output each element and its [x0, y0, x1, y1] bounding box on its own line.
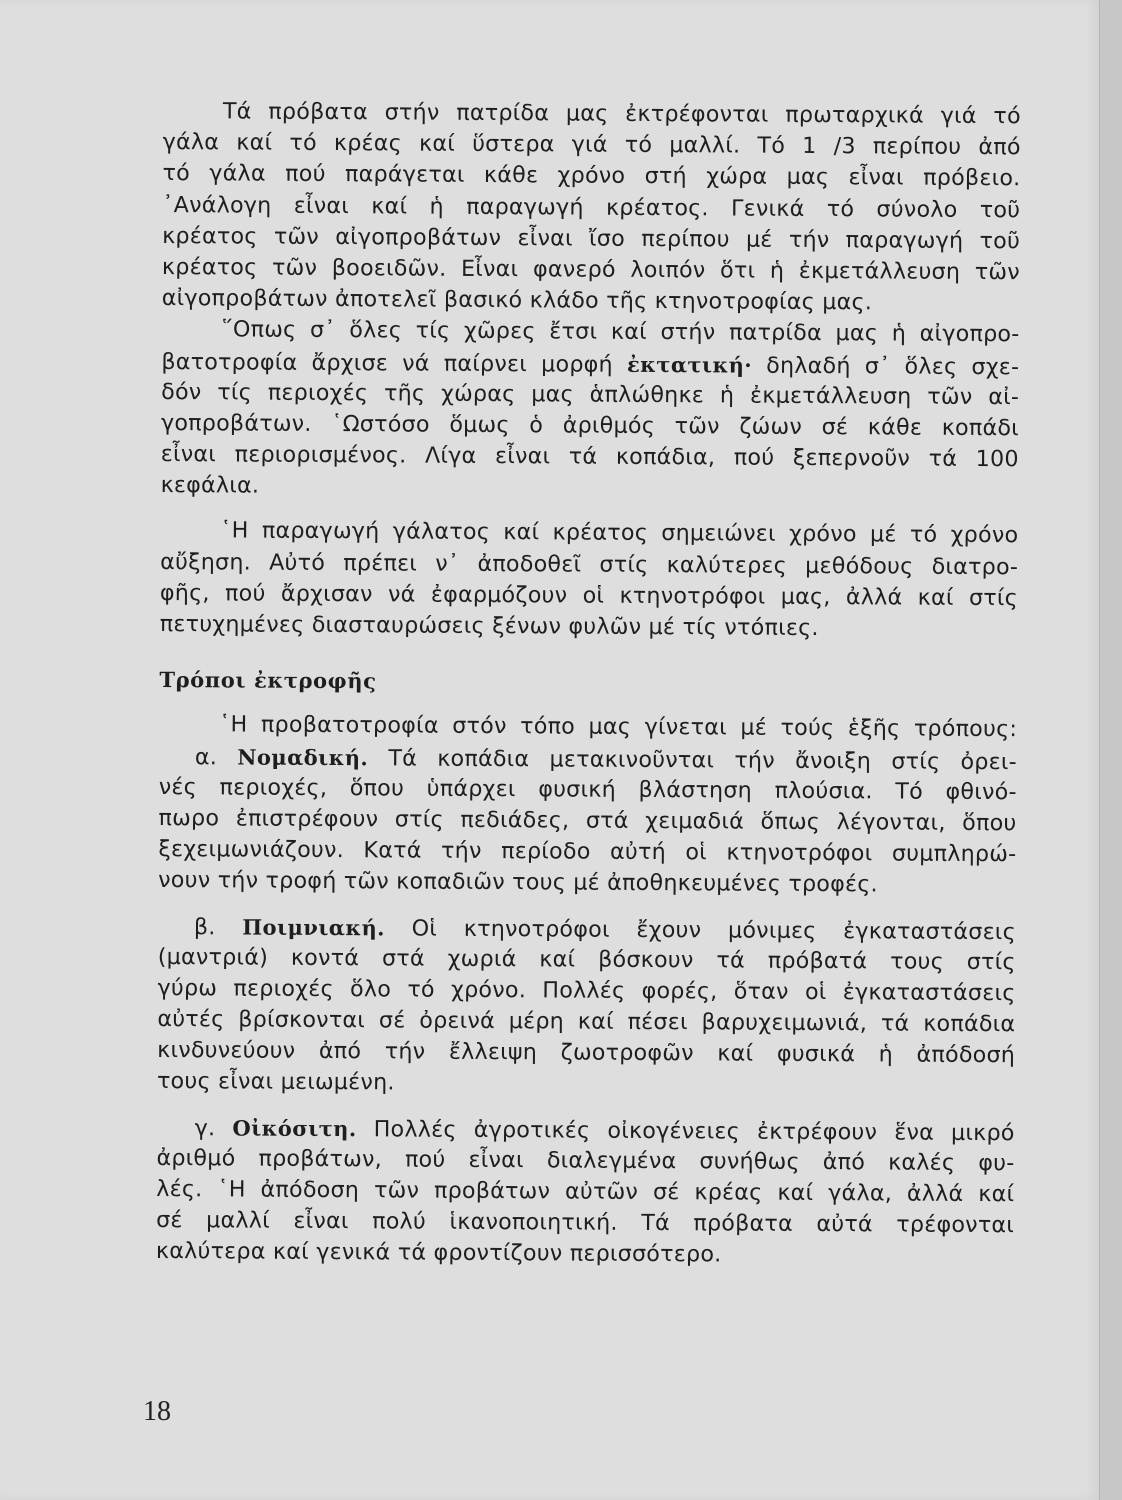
text-line: τό γάλα πού παράγεται κάθε χρόνο στή χώρα μας εἶναι πρόβειο. [162, 160, 1021, 192]
paragraph-3 [160, 515, 1019, 645]
item-term: Οἰκόσιτη. [232, 1115, 357, 1141]
paragraph-1 [162, 96, 1021, 320]
page-edge [1099, 0, 1122, 1500]
item-domestic [156, 1112, 1015, 1273]
text-line: κρέατος τῶν αἰγοπροβάτων εἶναι ἴσο περίπου μέ τήν παραγωγή τοῦ [162, 222, 1021, 254]
text-line: φῆς, πού ἄρχισαν νά ἐφαρμόζουν οἱ κτηνοτρόφοι μας, ἀλλά καί στίς [159, 579, 1019, 612]
item-term: Νομαδική. [237, 744, 369, 770]
section-heading: Τρόποι ἐκτροφῆς [159, 667, 377, 694]
text-line: ῞Οπως σ᾿ ὅλες τίς χῶρες ἔτσι καί στήν πατρίδα μας ἡ αἰγοπρο- [221, 316, 1020, 348]
text-line: λές. ῾Η ἀπόδοση τῶν προβάτων αὐτῶν σέ κρέας καί γάλα, ἀλλά καί [156, 1175, 1015, 1208]
item-first-line [159, 741, 1017, 777]
item-term: Ποιμνιακή. [242, 914, 386, 940]
item-letter: β. [193, 913, 216, 940]
text-line: καλύτερα καί γενικά τά φροντίζουν περισσότερο. [155, 1238, 722, 1268]
text-line: πωρο ἐπιστρέφουν στίς πεδιάδες, στά χειμαδιά ὅπως λέγονται, ὅπου [158, 804, 1017, 837]
text-line: εἶναι περιορισμένος. Λίγα εἶναι τά κοπάδια, πού ξεπερνοῦν τά 100 [160, 441, 1019, 473]
text-line: τους εἶναι μειωμένη. [156, 1068, 395, 1096]
item-first-line [158, 910, 1016, 946]
text-line: κρέατος τῶν βοοειδῶν. Εἶναι φανερό λοιπόν ὅτι ἡ ἐκμετάλλευση τῶν [161, 253, 1021, 286]
text-line: πετυχημένες διασταυρώσεις ξένων φυλῶν μέ τίς ντόπιες. [159, 610, 819, 642]
section-intro: ῾Η προβατοτροφία στόν τόπο μας γίνεται μέ τούς ἑξῆς τρόπους: [219, 711, 1018, 743]
text-line: αὐτές βρίσκονται σέ ὀρεινά μέρη καί πέσει βαρυχειμωνιά, τά κοπάδια [157, 1006, 1016, 1038]
text-line: γοπροβάτων. ῾Ωστόσο ὅμως ὁ ἀριθμός τῶν ζώων σέ κάθε κοπάδι [160, 409, 1020, 442]
text-segment: Πολλές ἀγροτικές οἰκογένειες ἐκτρέφουν ἕνα μικρό [373, 1115, 1015, 1146]
text-line: γύρω περιοχές ὅλο τό χρόνο. Πολλές φορές, ὅταν οἱ ἐγκαταστάσεις [157, 974, 1016, 1007]
text-line: Τά πρόβατα στήν πατρίδα μας ἐκτρέφονται πρωταρχικά γιά τό [222, 98, 1021, 130]
text-line: ξεχειμωνιάζουν. Κατά τήν περίοδο αὐτή οἱ κτηνοτρόφοι συμπληρώ- [158, 836, 1017, 868]
text-line: νουν τήν τροφή τῶν κοπαδιῶν τους μέ ἀποθηκευμένες τροφές. [158, 867, 878, 898]
text-line: δόν τίς περιοχές τῆς χώρας μας ἁπλώθηκε ἡ ἐκμετάλλευση τῶν αἰ- [161, 378, 1020, 410]
item-letter: α. [194, 743, 218, 770]
text-line: κεφάλια. [160, 472, 260, 499]
text-segment: Τά κοπάδια μετακινοῦνται τήν ἄνοιξη στίς ὀρει- [388, 744, 1018, 775]
text-line: κινδυνεύουν ἀπό τήν ἔλλειψη ζωοτροφῶν καί φυσικά ἡ ἀπόδοσή [157, 1037, 1016, 1069]
paragraph-2 [161, 314, 1020, 506]
item-letter: γ. [194, 1114, 216, 1141]
item-pastoral [157, 910, 1016, 1102]
page-number: 18 [143, 1396, 171, 1427]
text-line-with-bold [161, 345, 1019, 381]
text-line: ῾Η παραγωγή γάλατος καί κρέατος σημειώνει χρόνο μέ τό χρόνο [220, 517, 1019, 549]
text-line: αἰγοπροβάτων ἀποτελεῖ βασικό κλάδο τῆς κτηνοτροφίας μας. [161, 285, 873, 316]
text-segment: δηλαδή σ᾿ ὅλες σχε- [766, 352, 1020, 380]
text-segment: βατοτροφία ἄρχισε νά παίρνει μορφή [161, 348, 613, 378]
text-line: νές περιοχές, ὅπου ὑπάρχει φυσική βλάστηση πλούσια. Τό φθινό- [158, 773, 1017, 805]
item-nomadic [158, 741, 1017, 902]
item-first-line [157, 1112, 1015, 1148]
body-text [156, 96, 1021, 1273]
text-segment: Οἱ κτηνοτρόφοι ἔχουν μόνιμες ἐγκαταστάσεις [411, 915, 1016, 945]
text-line: αὔξηση. Αὐτό πρέπει ν᾿ ἀποδοθεῖ στίς καλύτερες μεθόδους διατρο- [160, 548, 1019, 580]
text-line: γάλα καί τό κρέας καί ὕστερα γιά τό μαλλί. Τό 1 /3 περίπου ἀπό [162, 129, 1021, 161]
text-line: (μαντριά) κοντά στά χωριά καί βόσκουν τά πρόβατά τους στίς [157, 943, 1016, 975]
text-line: σέ μαλλί εἶναι πολύ ἱκανοποιητική. Τά πρόβατα αὐτά τρέφονται [156, 1207, 1015, 1239]
text-line: ᾿Ανάλογη εἶναι καί ἡ παραγωγή κρέατος. Γενικά τό σύνολο τοῦ [162, 191, 1021, 223]
text-line: ἀριθμό προβάτων, πού εἶναι διαλεγμένα συνήθως ἀπό καλές φυ- [156, 1144, 1015, 1177]
bold-term-ektatiki: ἐκτατική· [626, 351, 753, 378]
